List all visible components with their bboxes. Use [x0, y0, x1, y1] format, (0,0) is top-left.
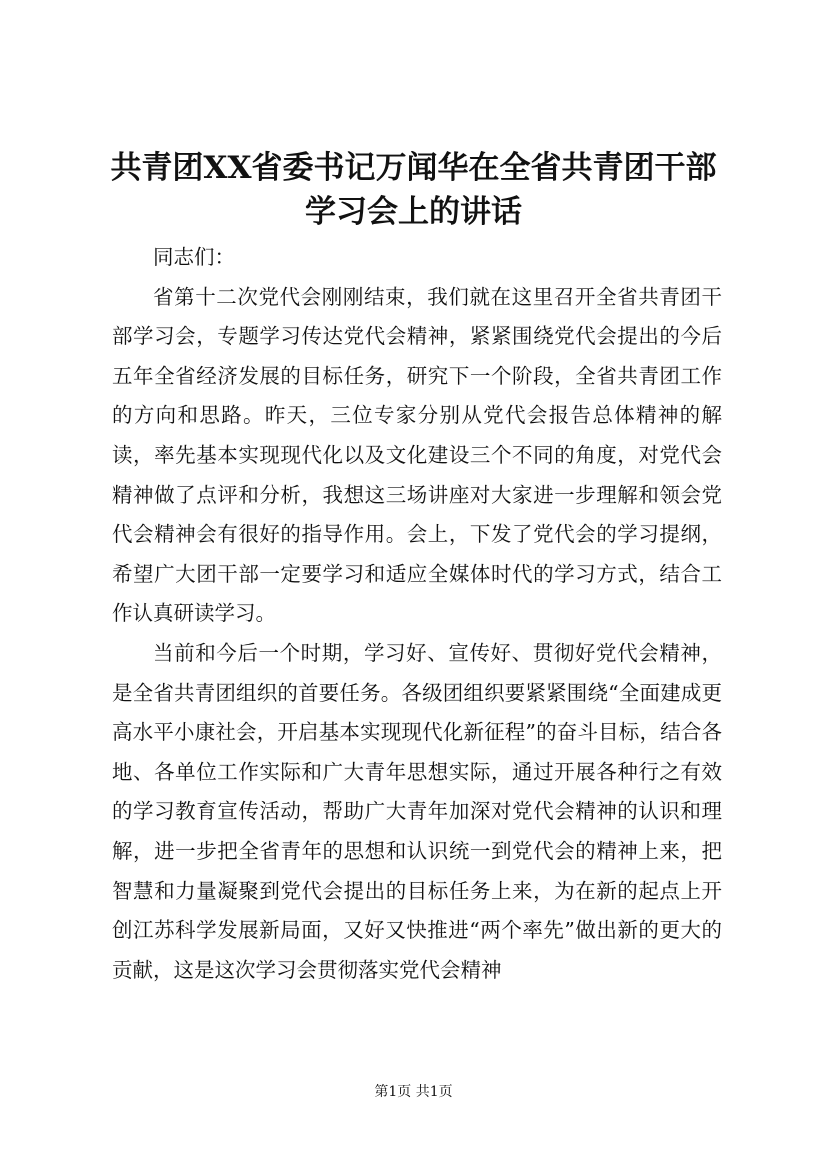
paragraph-2: 当前和今后一个时期，学习好、宣传好、贯彻好党代会精神，是全省共青团组织的首要任务。各级团组织要紧紧围绕“全面建成更高水平小康社会，开启基本实现现代化新征程”的奋斗目标，结合各地、各单位工作实际和广大青年思想实际，通过开展各种行之有效的学习教育宣传活动，帮助广大青年加深对党代会精神的认识和理解，进一步把全省青年的思想和认识统一到党代会的精神上来，把智慧和力量凝聚到党代会提出的目标任务上来，为在新的起点上开创江苏科学发展新局面，又好又快推进“两个率先”做出新的更大的贡献，这是这次学习会贯彻落实党代会精神 [112, 640, 722, 982]
document-body [112, 238, 722, 990]
page-number-footer: 第1页 共1页 [374, 1084, 453, 1100]
document-title-line-1: 共青团XX省委书记万闻华在全省共青团干部 [110, 150, 717, 186]
salutation: 同志们： [153, 245, 235, 269]
document-title-line-2: 学习会上的讲话 [305, 194, 522, 230]
paragraph-1: 省第十二次党代会刚刚结束，我们就在这里召开全省共青团干部学习会，专题学习传达党代会精神，紧紧围绕党代会提出的今后五年全省经济发展的目标任务，研究下一个阶段，全省共青团工作的方向和思路。昨天，三位专家分别从党代会报告总体精神的解读，率先基本实现现代化以及文化建设三个不同的角度，对党代会精神做了点评和分析，我想这三场讲座对大家进一步理解和领会党代会精神会有很好的指导作用。会上，下发了党代会的学习提纲，希望广大团干部一定要学习和适应全媒体时代的学习方式，结合工作认真研读学习。 [112, 284, 722, 626]
